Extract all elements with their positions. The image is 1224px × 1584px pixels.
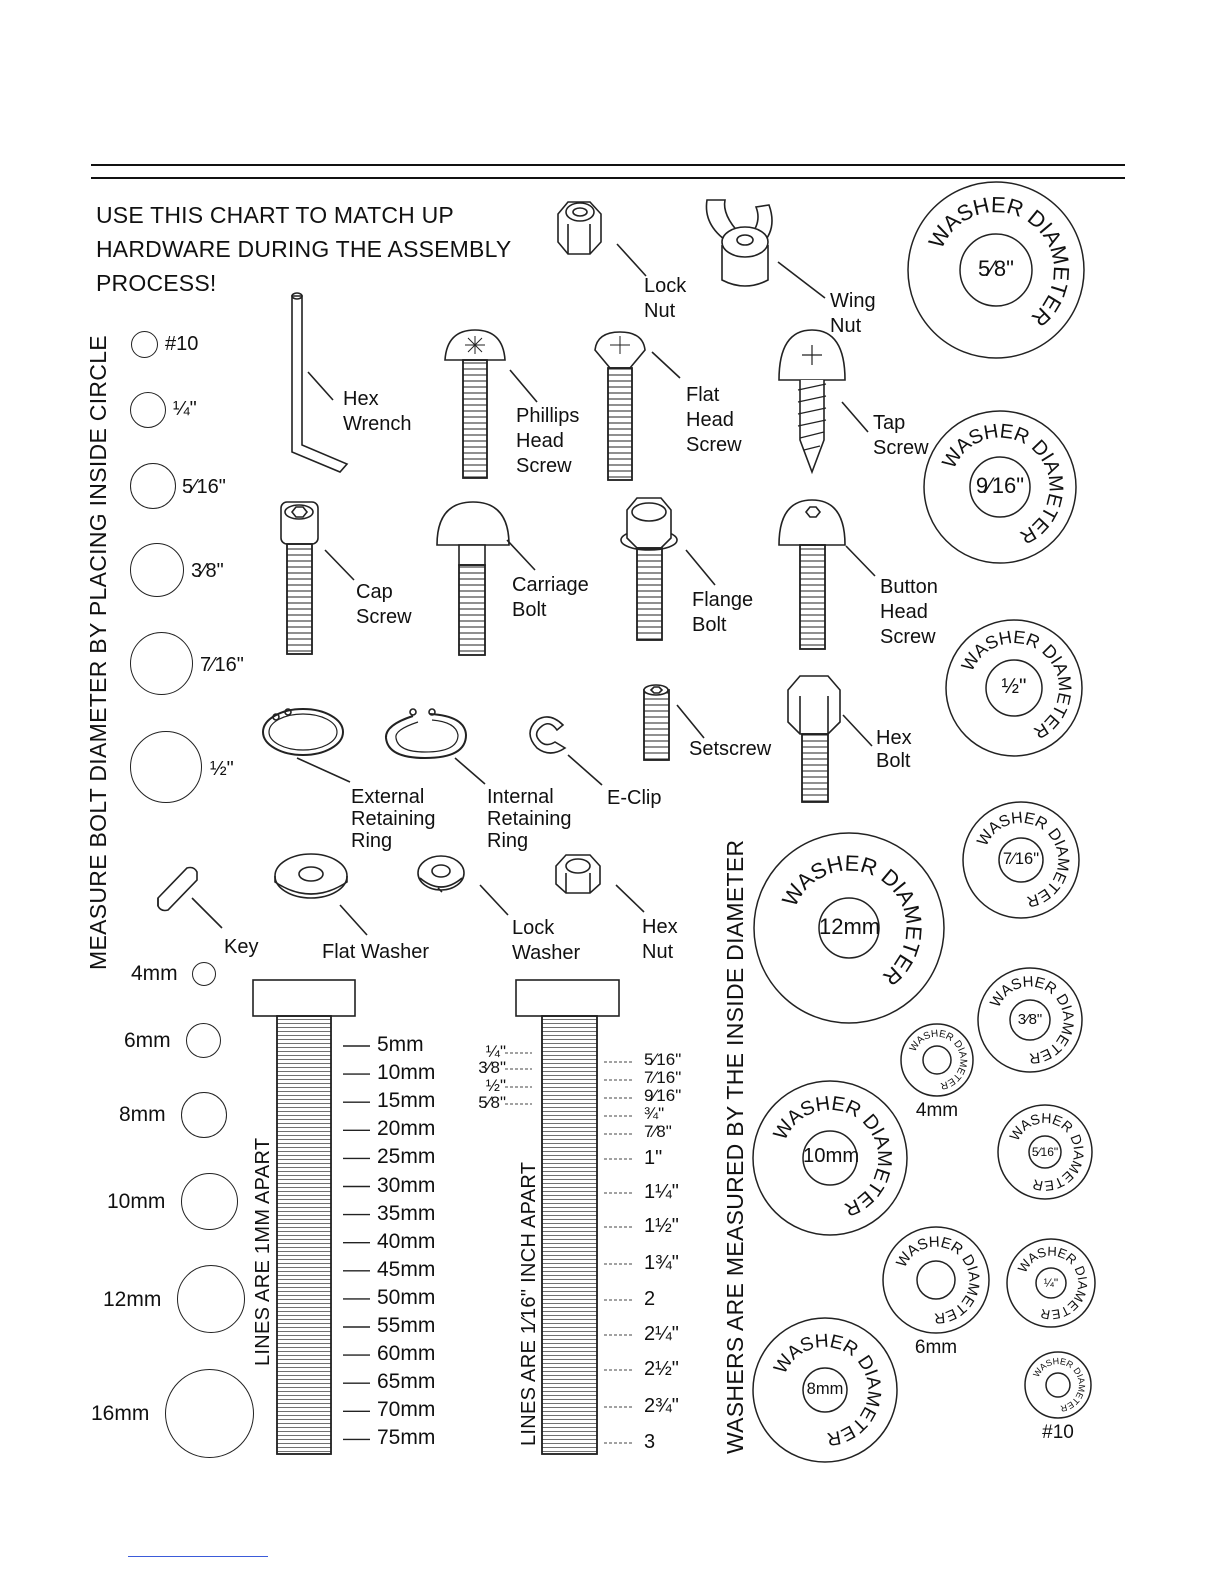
bolt-size-3-8: 3⁄8": [191, 560, 224, 582]
hex-nut-icon: [556, 855, 600, 893]
imperial-right-label: 5⁄16": [644, 1050, 682, 1069]
label-hex-bolt: Hex Bolt: [876, 727, 912, 772]
washer-ring-text: WASHER DIAMETER: [923, 191, 1075, 332]
label-internal-retaining-ring: Internal Retaining Ring: [487, 786, 572, 852]
metric-size-12mm: 12mm: [103, 1288, 162, 1311]
label-carriage-bolt: Carriage Bolt: [512, 574, 589, 621]
imperial-ruler-bolt: [516, 980, 619, 1454]
imperial-right-label: 1¾": [644, 1252, 679, 1274]
washer-caption: WASHERS ARE MEASURED BY THE INSIDE DIAMETER: [722, 839, 748, 1454]
bolt-size-7-16: 7⁄16": [200, 654, 244, 676]
label-flat-head-screw: Flat Head Screw: [686, 384, 742, 456]
label-hex-nut: Hex Nut: [642, 916, 678, 963]
metric-tick-label: 10mm: [377, 1061, 436, 1085]
label-setscrew: Setscrew: [689, 738, 772, 760]
imperial-right-label: 9⁄16": [644, 1086, 682, 1105]
intro-line-1: USE THIS CHART TO MATCH UP: [96, 202, 454, 228]
label-phillips-head-screw: Phillips Head Screw: [516, 405, 580, 477]
metric-ruler-bolt: [253, 980, 355, 1454]
flange-bolt-icon: [621, 498, 677, 640]
washer-ring-text: WASHER DIAMETER: [893, 1233, 983, 1327]
label-lock-nut: Lock Nut: [644, 275, 687, 322]
washer-ring-text: WASHER DIAMETER: [777, 850, 927, 991]
imperial-right-label: 7⁄8": [644, 1122, 672, 1141]
washer-size-label: 4mm: [915, 1100, 959, 1121]
metric-tick-label: 15mm: [377, 1089, 436, 1113]
washer-size-label: 5⁄16": [1031, 1144, 1059, 1159]
metric-tick-label: 20mm: [377, 1117, 436, 1141]
washer-ring-text: WASHER DIAMETER: [770, 1330, 885, 1450]
washer-size-label: 6mm: [914, 1337, 958, 1358]
metric-tick-label: 60mm: [377, 1342, 436, 1366]
imperial-left-label: ½": [485, 1076, 506, 1095]
washer-ring-text: WASHER DIAMETER: [1006, 1109, 1088, 1195]
e-clip-icon: [530, 717, 565, 753]
imperial-right-label: 1¼": [644, 1181, 679, 1203]
washer-ring-text: WASHER DIAMETER: [986, 973, 1077, 1067]
imperial-right-label: ¾": [644, 1104, 665, 1123]
washer-inner-circle: [917, 1261, 955, 1299]
flat-washer-icon: [275, 854, 347, 898]
imperial-left-label: 5⁄8": [478, 1093, 506, 1112]
metric-size-8mm: 8mm: [119, 1103, 166, 1126]
imperial-ruler-caption: LINES ARE 1⁄16" INCH APART: [518, 1161, 540, 1446]
washer-9: [883, 1227, 989, 1333]
phillips-screw-icon: [445, 330, 505, 478]
washer-size-label: 9⁄16": [975, 473, 1025, 499]
washer-size-label: #10: [1042, 1422, 1074, 1443]
metric-tick-label: 35mm: [377, 1201, 436, 1225]
label-external-retaining-ring: External Retaining Ring: [351, 786, 436, 852]
washer-6: [901, 1024, 973, 1096]
label-flange-bolt: Flange Bolt: [692, 589, 754, 636]
intro-line-2: HARDWARE DURING THE ASSEMBLY: [96, 236, 512, 262]
washer-ring-text: WASHER DIAMETER: [957, 626, 1076, 743]
label-wing-nut: Wing Nut: [830, 290, 876, 337]
metric-tick-label: 55mm: [377, 1314, 436, 1337]
imperial-left-label: 3⁄8": [478, 1058, 506, 1077]
metric-tick-label: 40mm: [377, 1229, 436, 1253]
label-flat-washer: Flat Washer: [322, 941, 430, 963]
metric-tick-label: 30mm: [377, 1173, 436, 1197]
imperial-right-label: 2¼": [644, 1323, 679, 1345]
metric-tick-label: 45mm: [377, 1257, 436, 1281]
washer-size-label: ½": [1001, 674, 1027, 698]
washer-size-label: 7⁄16": [1002, 849, 1040, 868]
imperial-right-label: 1": [644, 1147, 663, 1169]
intro-line-3: PROCESS!: [96, 270, 217, 296]
washer-12: [1025, 1352, 1091, 1418]
footer-link-underline: [128, 1556, 268, 1557]
key-icon: [158, 868, 197, 911]
carriage-bolt-icon: [437, 502, 509, 655]
button-head-screw-icon: [779, 500, 845, 649]
washer-size-label: 3⁄8": [1017, 1010, 1043, 1028]
washer-ring-text: WASHER DIAMETER: [907, 1028, 969, 1092]
washer-size-label: 12mm: [819, 914, 881, 940]
imperial-right-label: 2¾": [644, 1395, 679, 1417]
flat-head-screw-icon: [595, 332, 645, 480]
metric-size-10mm: 10mm: [107, 1190, 166, 1213]
wing-nut-icon: [706, 200, 772, 286]
washer-inner-circle: [1046, 1373, 1070, 1397]
bolt-size-5-16: 5⁄16": [182, 476, 226, 498]
metric-size-16mm: 16mm: [91, 1402, 150, 1425]
internal-retaining-ring-icon: [386, 709, 466, 758]
hex-wrench-icon: [292, 293, 347, 472]
metric-tick-label: 50mm: [377, 1285, 436, 1309]
imperial-right-label: 3: [644, 1431, 656, 1453]
label-button-head-screw: Button Head Screw: [880, 576, 938, 648]
imperial-right-label: 2½": [644, 1358, 679, 1380]
metric-tick-label: 5mm: [377, 1033, 424, 1056]
washer-size-label: ¼": [1043, 1275, 1059, 1290]
metric-size-6mm: 6mm: [124, 1029, 171, 1052]
bolt-measure-title: MEASURE BOLT DIAMETER BY PLACING INSIDE CIRCLE: [85, 335, 111, 970]
label-cap-screw: Cap Screw: [356, 581, 412, 628]
imperial-right-label: 7⁄16": [644, 1068, 682, 1087]
washer-size-label: 10mm: [803, 1145, 860, 1168]
washer-inner-circle: [923, 1046, 951, 1074]
washer-size-label: 8mm: [806, 1379, 844, 1398]
metric-tick-label: 75mm: [377, 1426, 436, 1450]
washer-ring-text: WASHER DIAMETER: [974, 809, 1072, 910]
metric-tick-label: 25mm: [377, 1145, 436, 1169]
lock-nut-icon: [558, 202, 601, 254]
hex-bolt-icon: [788, 676, 840, 802]
bolt-size-10: #10: [165, 333, 199, 355]
bolt-size-quarter: ¼": [173, 398, 197, 420]
label-e-clip: E-Clip: [607, 787, 662, 809]
imperial-left-label: ¼": [485, 1042, 506, 1061]
washer-ring-text: WASHER DIAMETER: [1031, 1356, 1088, 1414]
bolt-size-half: ½": [210, 758, 234, 780]
setscrew-icon: [644, 685, 669, 760]
metric-ruler-caption: LINES ARE 1MM APART: [252, 1137, 274, 1366]
imperial-right-label: 2: [644, 1288, 656, 1310]
metric-tick-label: 65mm: [377, 1370, 436, 1394]
washer-ring-text: WASHER DIAMETER: [769, 1092, 896, 1221]
label-tap-screw: Tap Screw: [873, 412, 929, 459]
washer-ring-text: WASHER DIAMETER: [938, 420, 1067, 548]
lock-washer-icon: [418, 856, 464, 892]
metric-tick-label: 70mm: [377, 1398, 436, 1422]
label-key: Key: [224, 936, 259, 958]
label-lock-washer: Lock Washer: [512, 917, 581, 964]
washer-size-label: 5⁄8": [978, 256, 1014, 282]
imperial-right-label: 1½": [644, 1215, 679, 1237]
washer-ring-text: WASHER DIAMETER: [1014, 1243, 1091, 1323]
external-retaining-ring-icon: [263, 709, 343, 755]
label-hex-wrench: Hex Wrench: [343, 388, 412, 435]
tap-screw-icon: [779, 330, 845, 472]
metric-size-4mm: 4mm: [131, 962, 178, 985]
cap-screw-icon: [281, 502, 318, 654]
